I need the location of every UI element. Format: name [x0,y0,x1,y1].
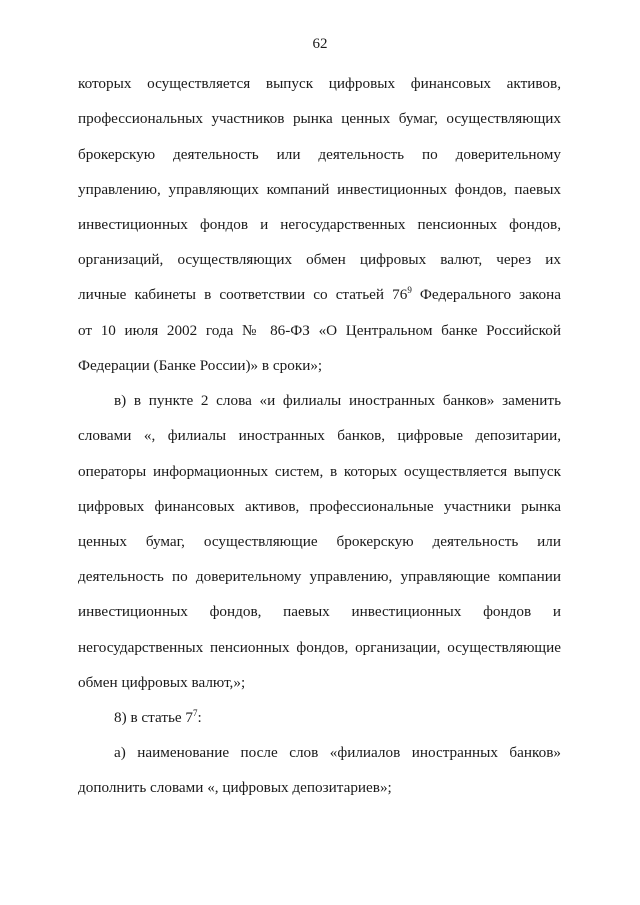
text-line: а) наименование после слов «филиалов иностранных банков» [114,744,561,761]
page-number: 62 [312,36,328,52]
text-line: негосударственных пенсионных фондов, организации, осуществляющие [78,639,561,656]
superscript: 9 [407,285,412,295]
text-line: от 10 июля 2002 года № 86-ФЗ «О Центральном банке Российской [78,322,561,339]
text-line: которых осуществляется выпуск цифровых финансовых активов, [78,75,561,92]
text-line: в) в пункте 2 слова «и филиалы иностранных банков» заменить [114,392,561,409]
text-segment: личные кабинеты в соответствии со статьей 76 [78,286,408,303]
text-line: инвестиционных фондов и негосударственных пенсионных фондов, [78,216,561,233]
text-line-with-superscript [78,284,561,306]
text-segment: : [197,709,202,726]
superscript: 7 [193,708,198,718]
text-line: ценных бумаг, осуществляющие брокерскую деятельность или [78,533,561,550]
text-line: инвестиционных фондов, паевых инвестиционных фондов и [78,603,561,620]
text-line: деятельность по доверительному управлению, управляющие компании [78,568,561,585]
text-line: обмен цифровых валют,»; [78,674,246,691]
text-line: организаций, осуществляющих обмен цифровых валют, через их [78,251,561,268]
text-segment: 8) в статье 7 [114,709,194,726]
text-line: управлению, управляющих компаний инвестиционных фондов, паевых [78,181,561,198]
text-line: операторы информационных систем, в которых осуществляется выпуск [78,463,561,480]
text-line: цифровых финансовых активов, профессиональные участники рынка [78,498,561,515]
text-line: словами «, филиалы иностранных банков, цифровые депозитарии, [78,427,561,444]
text-line: профессиональных участников рынка ценных бумаг, осуществляющих [78,110,561,127]
text-line: Федерации (Банке России)» в сроки»; [78,357,323,374]
text-line: дополнить словами «, цифровых депозитариев»; [78,779,392,796]
text-line-with-superscript [114,707,561,729]
text-segment: Федерального закона [411,286,561,303]
text-line: брокерскую деятельность или деятельность по доверительному [78,146,561,163]
